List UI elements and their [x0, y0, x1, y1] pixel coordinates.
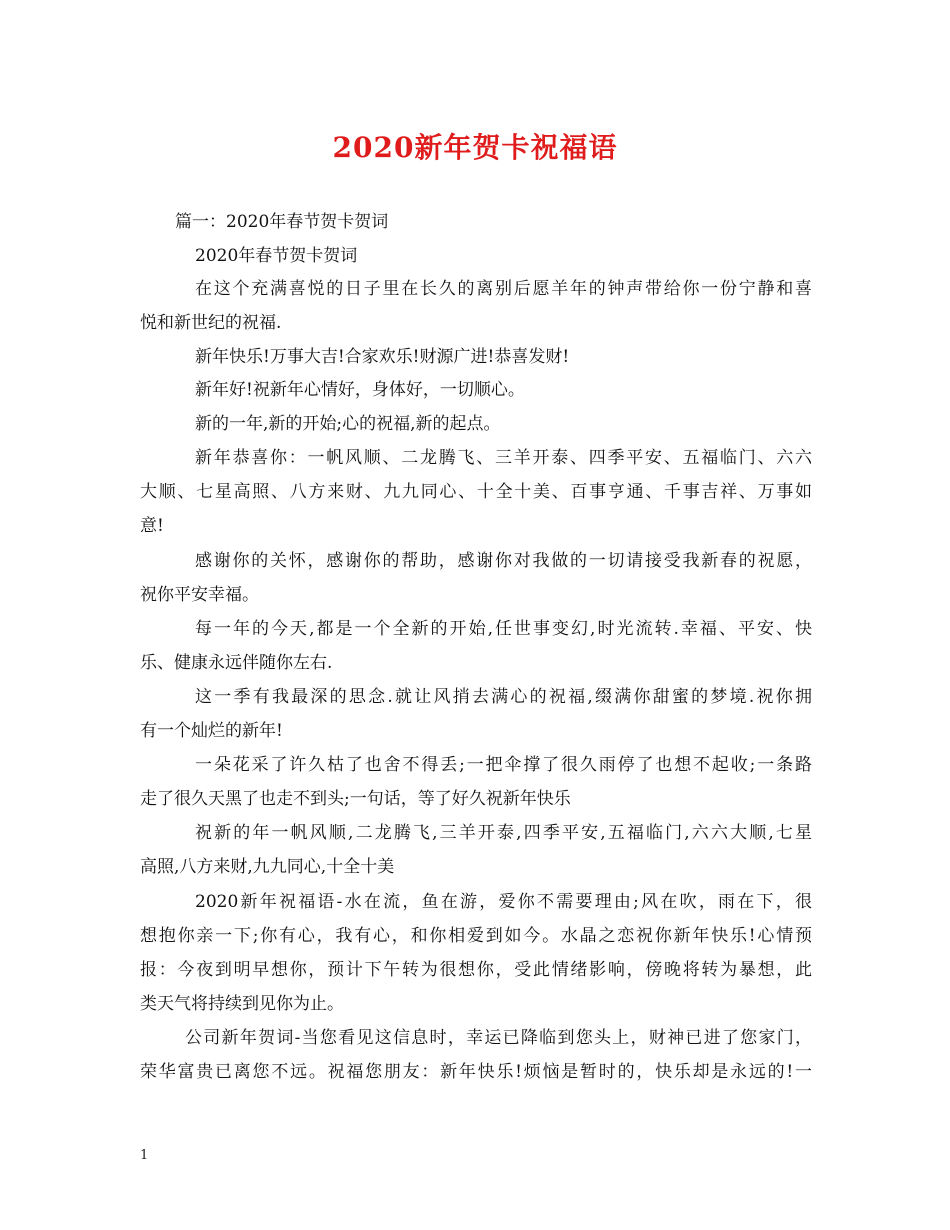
paragraph-line: 想抱你亲一下;你有心，我有心，和你相爱到如今。水晶之恋祝你新年快乐!心情预 [140, 926, 812, 946]
paragraph-line: 报：今夜到明早想你，预计下午转为很想你，受此情绪影响，傍晚将转为暴想，此 [140, 960, 812, 980]
document-title: 2020新年贺卡祝福语 [332, 131, 618, 164]
subheading: 2020年春节贺卡贺词 [195, 246, 358, 266]
paragraph-line: 悦和新世纪的祝福. [140, 313, 282, 333]
paragraph-line: 类天气将持续到见你为止。 [140, 994, 344, 1014]
page-number: 1 [140, 1148, 149, 1163]
paragraph-line: 有一个灿烂的新年! [140, 721, 283, 741]
paragraph-line: 新年恭喜你：一帆风顺、二龙腾飞、三羊开泰、四季平安、五福临门、六六 [195, 448, 812, 468]
paragraph-line: 祝新的年一帆风顺,二龙腾飞,三羊开泰,四季平安,五福临门,六六大顺,七星 [195, 823, 812, 843]
paragraph-line: 2020新年祝福语-水在流，鱼在游，爱你不需要理由;风在吹，雨在下，很 [195, 892, 812, 912]
paragraph-line: 一朵花采了许久枯了也舍不得丢;一把伞撑了很久雨停了也想不起收;一条路 [195, 755, 812, 775]
paragraph-line: 走了很久天黑了也走不到头;一句话，等了好久祝新年快乐 [140, 789, 571, 809]
paragraph-line: 新年快乐!万事大吉!合家欢乐!财源广进!恭喜发财! [195, 347, 570, 367]
paragraph-line: 这一季有我最深的思念.就让风捎去满心的祝福,缀满你甜蜜的梦境.祝你拥 [195, 687, 812, 707]
paragraph-line: 荣华富贵已离您不远。祝福您朋友：新年快乐!烦恼是暂时的，快乐却是永远的!一 [140, 1062, 812, 1082]
paragraph-line: 意! [140, 516, 164, 536]
paragraph-line: 感谢你的关怀，感谢你的帮助，感谢你对我做的一切请接受我新春的祝愿， [195, 551, 812, 571]
section-heading: 篇一：2020年春节贺卡贺词 [175, 212, 389, 232]
paragraph-line: 每一年的今天,都是一个全新的开始,任世事变幻,时光流转.幸福、平安、快 [195, 619, 812, 639]
paragraph-line: 乐、健康永远伴随你左右. [140, 653, 333, 673]
paragraph-line: 新年好!祝新年心情好，身体好，一切顺心。 [195, 380, 525, 400]
paragraph-line: 高照,八方来财,九九同心,十全十美 [140, 857, 395, 877]
paragraph-line: 大顺、七星高照、八方来财、九九同心、十全十美、百事亨通、千事吉祥、万事如 [140, 482, 812, 502]
paragraph-line: 在这个充满喜悦的日子里在长久的离别后愿羊年的钟声带给你一份宁静和喜 [195, 279, 812, 299]
paragraph-line: 公司新年贺词-当您看见这信息时，幸运已降临到您头上，财神已进了您家门， [185, 1028, 812, 1048]
paragraph-line: 祝你平安幸福。 [140, 585, 259, 605]
paragraph-line: 新的一年,新的开始;心的祝福,新的起点。 [195, 414, 501, 434]
